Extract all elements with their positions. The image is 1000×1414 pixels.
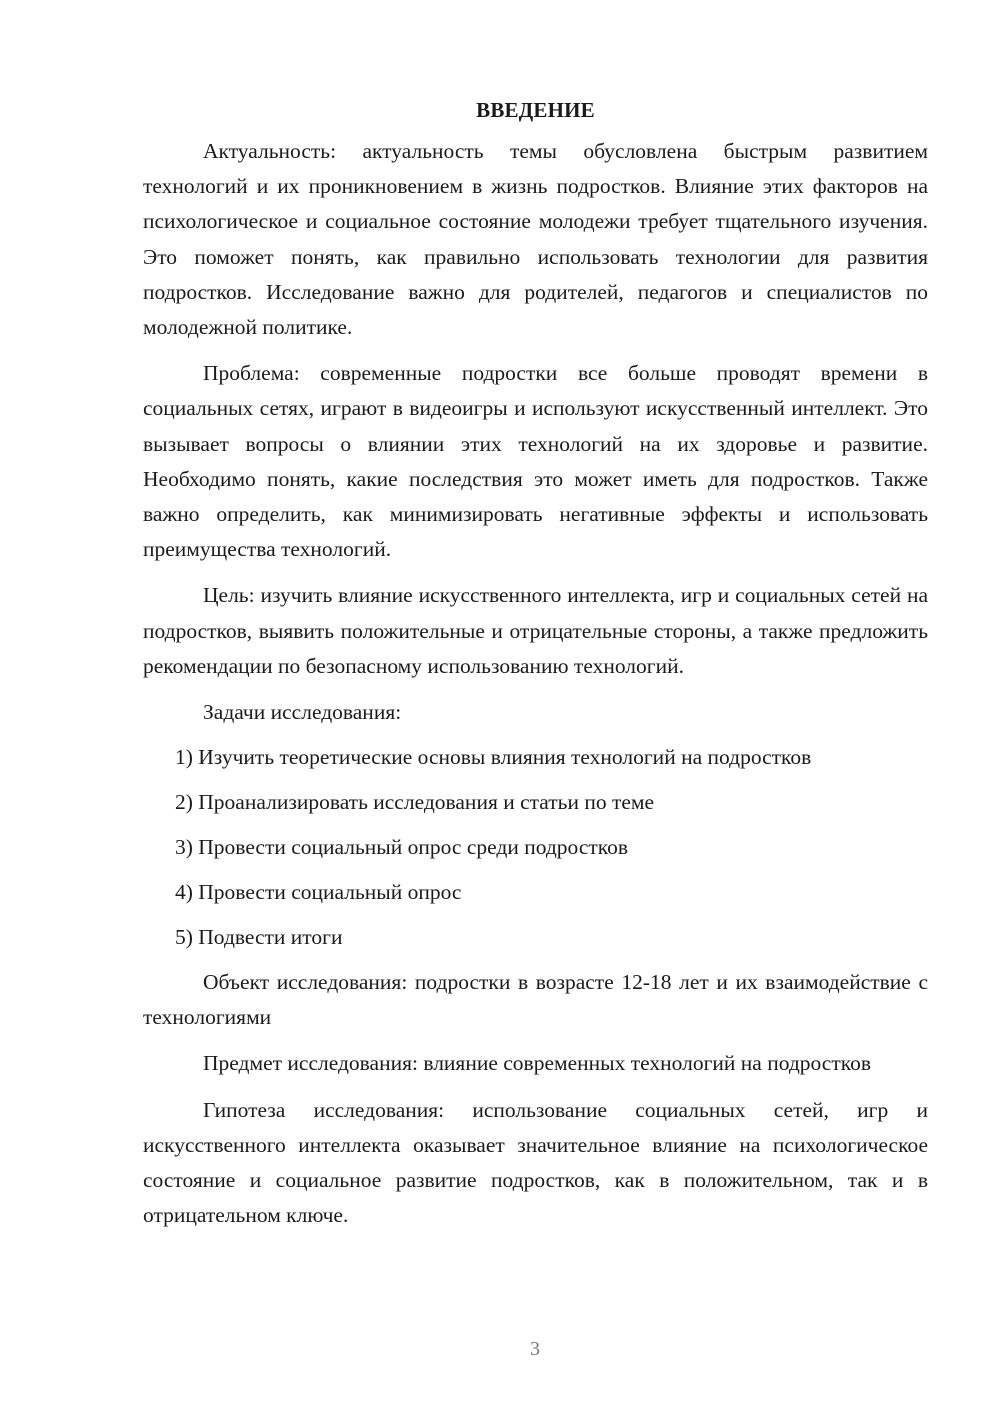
task-item: 5) Подвести итоги — [175, 925, 343, 950]
task-item: 2) Проанализировать исследования и статьи по теме — [175, 790, 655, 815]
task-list — [143, 740, 928, 955]
section-title: ВВЕДЕНИЕ — [476, 98, 595, 122]
page-number: 3 — [530, 1338, 540, 1360]
paragraph-problem: Проблема: современные подростки все больше проводят времени в социальных сетях, играют в видеоигры и используют искусственный интеллект. Это вызывает вопросы о влиянии этих технологий на их здоровье и развитие. Необходимо понять, какие последствия это может иметь для подростков. Также важно определить, как минимизировать негативные эффекты и использовать преимущества технологий. — [143, 361, 928, 562]
task-item: 1) Изучить теоретические основы влияния технологий на подростков — [175, 745, 812, 770]
task-item: 4) Провести социальный опрос — [175, 880, 462, 905]
paragraph-hypothesis: Гипотеза исследования: использование социальных сетей, игр и искусственного интеллекта оказывает значительное влияние на психологическое состояние и социальное развитие подростков, как в положительном, так и в отрицательном ключе. — [143, 1097, 928, 1228]
paragraph-subject: Предмет исследования: влияние современных технологий на подростков — [203, 1051, 872, 1076]
paragraph-relevance: Актуальность: актуальность темы обусловлена быстрым развитием технологий и их проникновением в жизнь подростков. Влияние этих факторов на психологическое и социальное состояние молодежи требует тщательного изучения. Это поможет понять, как правильно использовать технологии для развития подростков. Исследование важно для родителей, педагогов и специалистов по молодежной политике. — [143, 139, 928, 340]
tasks-heading: Задачи исследования: — [203, 700, 402, 725]
document-page — [143, 96, 928, 1244]
paragraph-object: Объект исследования: подростки в возрасте 12-18 лет и их взаимодействие с технологиями — [143, 970, 928, 1030]
paragraph-goal: Цель: изучить влияние искусственного интеллекта, игр и социальных сетей на подростков, выявить положительные и отрицательные стороны, а также предложить рекомендации по безопасному использованию технологий. — [143, 583, 928, 678]
task-item: 3) Провести социальный опрос среди подростков — [175, 835, 629, 860]
